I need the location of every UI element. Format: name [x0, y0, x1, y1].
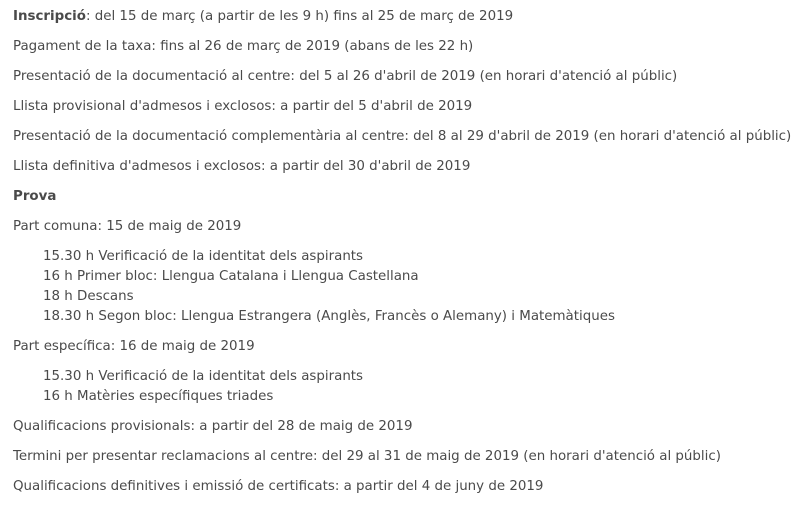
part-especifica-list [13, 367, 792, 407]
list-item: 18.30 h Segon bloc: Llengua Estrangera (Anglès, Francès o Alemany) i Matemàtiques [43, 309, 615, 324]
list-item: 16 h Matèries específiques triades [43, 389, 274, 404]
calendar-content [13, 7, 792, 497]
list-item: 15.30 h Verificació de la identitat dels aspirants [43, 249, 364, 264]
inscripcio-line [13, 7, 792, 27]
inscripcio-text: : del 15 de març (a partir de les 9 h) fins al 25 de març de 2019 [85, 9, 514, 24]
list-item: 15.30 h Verificació de la identitat dels aspirants [43, 369, 364, 384]
qualificacions-definitives-line: Qualificacions definitives i emissió de certificats: a partir del 4 de juny de 2019 [13, 479, 544, 494]
prova-heading-text: Prova [13, 189, 57, 204]
presentacio-complementaria-line: Presentació de la documentació complementària al centre: del 8 al 29 d'abril de 2019 (en horari d'atenció al públic) [13, 129, 792, 144]
inscripcio-label: Inscripció [13, 9, 86, 24]
prova-heading [13, 187, 792, 207]
part-comuna-title: Part comuna: 15 de maig de 2019 [13, 219, 242, 234]
llista-provisional-line: Llista provisional d'admesos i exclosos: a partir del 5 d'abril de 2019 [13, 99, 473, 114]
part-especifica-title: Part específica: 16 de maig de 2019 [13, 339, 255, 354]
pagament-line: Pagament de la taxa: fins al 26 de març de 2019 (abans de les 22 h) [13, 39, 474, 54]
presentacio-line: Presentació de la documentació al centre: del 5 al 26 d'abril de 2019 (en horari d'atenció al públic) [13, 69, 678, 84]
llista-definitiva-line: Llista definitiva d'admesos i exclosos: a partir del 30 d'abril de 2019 [13, 159, 471, 174]
termini-reclamacions-line: Termini per presentar reclamacions al centre: del 29 al 31 de maig de 2019 (en horari d'atenció al públic) [13, 449, 721, 464]
list-item: 16 h Primer bloc: Llengua Catalana i Llengua Castellana [43, 269, 419, 284]
part-comuna-list [13, 247, 792, 327]
qualificacions-provisionals-line: Qualificacions provisionals: a partir del 28 de maig de 2019 [13, 419, 413, 434]
list-item: 18 h Descans [43, 289, 134, 304]
